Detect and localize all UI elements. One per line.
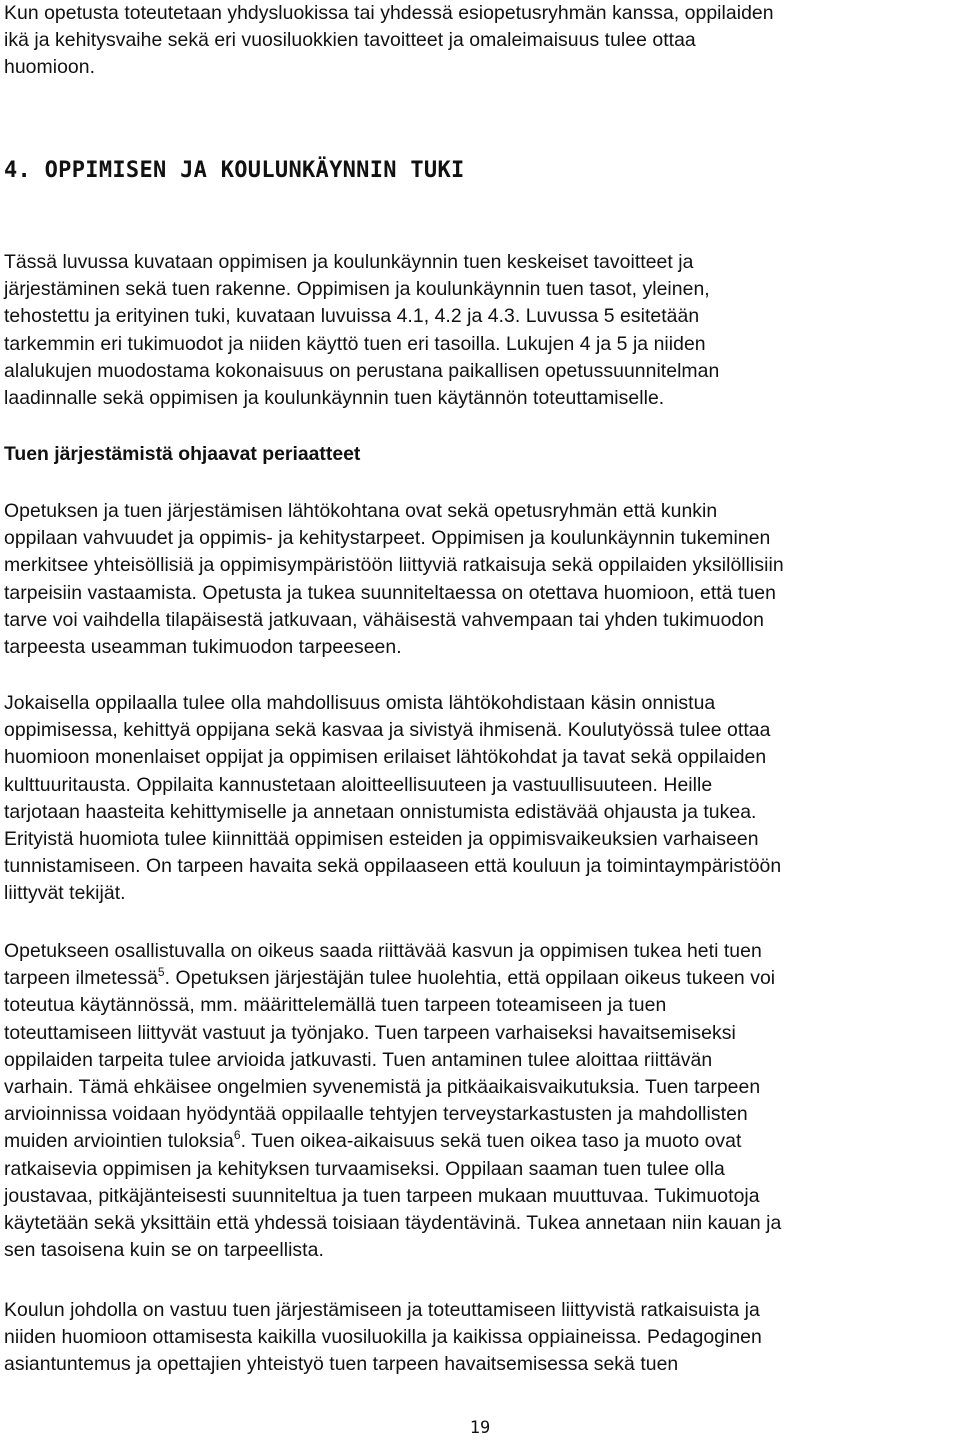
text-fragment: tarpeen ilmetessä [4, 967, 158, 990]
text-line: tarpeisiin vastaamista. Opetusta ja tukea suunniteltaessa on otettava huomioon, että tuen [4, 581, 776, 604]
text-line: toteuttamiseen liittyvät vastuut ja työnjako. Tuen tarpeen varhaiseksi havaitsemiseksi [4, 1021, 736, 1044]
text-fragment: muiden arviointien tuloksia [4, 1130, 234, 1153]
text-line: tarpeesta useamman tukimuodon tarpeeseen. [4, 636, 402, 659]
text-line: huomioon monenlaiset oppijat ja oppimisen erilaiset lähtökohdat ja tavat sekä oppilaiden [4, 746, 767, 769]
text-line: oppimisessa, kehittyä oppijana sekä kasvaa ja sivistyä ihmisenä. Koulutyössä tulee ottaa [4, 719, 771, 742]
text-line [4, 965, 959, 992]
text-line: oppilaiden tarpeita tulee arvioida jatkuvasti. Tuen antaminen tulee aloittaa riittävän [4, 1048, 713, 1071]
text-line: arvioinnissa voidaan hyödyntää oppilaalle tehtyjen terveystarkastusten ja mahdollisten [4, 1103, 748, 1126]
text-line: Opetukseen osallistuvalla on oikeus saada riittävää kasvun ja oppimisen tukea heti tuen [4, 940, 762, 962]
text-line: tehostettu ja erityinen tuki, kuvataan luvuissa 4.1, 4.2 ja 4.3. Luvussa 5 esitetään [4, 305, 700, 328]
text-line: Erityistä huomiota tulee kiinnittää oppimisen esteiden ja oppimisvaikeuksien varhaiseen [4, 828, 759, 851]
text-line: merkitsee yhteisöllisiä ja oppimisympäristöön liittyviä ratkaisuja sekä oppilaiden yksilöllisiin [4, 554, 784, 577]
text-fragment: . Opetuksen järjestäjän tulee huolehtia, että oppilaan oikeus tukeen voi [164, 967, 776, 990]
text-line: Jokaisella oppilaalla tulee olla mahdollisuus omista lähtökohdistaan käsin onnistua [4, 692, 716, 714]
text-line: Koulun johdolla on vastuu tuen järjestämiseen ja toteuttamiseen liittyvistä ratkaisuista ja [4, 1299, 760, 1321]
text-line: asiantuntemus ja opettajien yhteistyö tuen tarpeen havaitsemisessa sekä tuen [4, 1353, 679, 1376]
text-line: varhain. Tämä ehkäisee ongelmien syvenemistä ja pitkäaikaisvaikutuksia. Tuen tarpeen [4, 1076, 761, 1099]
text-line: tunnistamiseen. On tarpeen havaita sekä oppilaaseen että kouluun ja toimintaympäristöön [4, 855, 782, 878]
text-line: tarve voi vaihdella tilapäisestä jatkuvaan, vähäisestä vahvempaan tai yhden tukimuodon [4, 608, 764, 631]
text-line: liittyvät tekijät. [4, 882, 126, 905]
text-line: järjestäminen sekä tuen rakenne. Oppimisen ja koulunkäynnin tuen tasot, yleinen, [4, 278, 710, 301]
text-line: oppilaan vahvuudet ja oppimis- ja kehitystarpeet. Oppimisen ja koulunkäynnin tukeminen [4, 527, 771, 550]
footnote-marker[interactable]: 6 [233, 1127, 241, 1142]
text-line: Kun opetusta toteutetaan yhdysluokissa tai yhdessä esiopetusryhmän kanssa, oppilaiden [4, 2, 774, 24]
text-line: alalukujen muodostama kokonaisuus on perustana paikallisen opetussuunnitelman [4, 359, 720, 382]
text-line: tarkemmin eri tukimuodot ja niiden käyttö tuen eri tasoilla. Lukujen 4 ja 5 ja niiden [4, 332, 706, 355]
page-number: 19 [469, 1418, 491, 1438]
management-paragraph [4, 1297, 959, 1379]
text-line: Opetuksen ja tuen järjestämisen lähtökohtana ovat sekä opetusryhmän että kunkin [4, 500, 718, 522]
text-line: kulttuuritausta. Oppilaita kannustetaan aloitteellisuuteen ja vastuullisuuteen. Heille [4, 773, 713, 796]
text-line: ikä ja kehitysvaihe sekä eri vuosiluokkien tavoitteet ja omaleimaisuus tulee ottaa [4, 29, 696, 52]
principles-paragraph [4, 498, 959, 661]
text-line: ratkaisevia oppimisen ja kehityksen turvaamiseksi. Oppilaan saaman tuen tulee olla [4, 1157, 725, 1180]
section-intro-paragraph [4, 249, 959, 412]
text-fragment: . Tuen oikea-aikaisuus sekä tuen oikea taso ja muoto ovat [240, 1130, 742, 1153]
footnote-marker[interactable]: 5 [157, 964, 165, 979]
text-line: toteutua käytännössä, mm. määrittelemällä tuen tarpeen toteamiseen ja tuen [4, 994, 667, 1017]
right-to-support-paragraph [4, 938, 959, 1264]
text-line: tarjotaan haasteita kehittymiselle ja annetaan onnistumista edistävää ohjausta ja tukea. [4, 800, 757, 823]
intro-paragraph [4, 0, 959, 82]
text-line: Tässä luvussa kuvataan oppimisen ja koulunkäynnin tuen keskeiset tavoitteet ja [4, 251, 694, 273]
section-heading: 4. OPPIMISEN JA KOULUNKÄYNNIN TUKI [4, 158, 465, 183]
text-line: joustavaa, pitkäjänteisesti suunniteltua ja tuen tarpeen mukaan muuttuvaa. Tukimuotoja [4, 1184, 760, 1207]
text-line [4, 1128, 959, 1155]
text-line: laadinnalle sekä oppimisen ja koulunkäynnin tuen käytännön toteuttamiselle. [4, 387, 665, 410]
subsection-heading: Tuen järjestämistä ohjaavat periaatteet [4, 443, 361, 465]
text-line: huomioon. [4, 56, 96, 79]
text-line: käytetään sekä yksittäin että yhdessä toisiaan täydentävinä. Tukea annetaan niin kauan ja [4, 1212, 782, 1235]
text-line: sen tasoisena kuin se on tarpeellista. [4, 1239, 324, 1262]
every-pupil-paragraph [4, 690, 959, 908]
text-line: niiden huomioon ottamisesta kaikilla vuosiluokilla ja kaikissa oppiaineissa. Pedagoginen [4, 1326, 762, 1349]
